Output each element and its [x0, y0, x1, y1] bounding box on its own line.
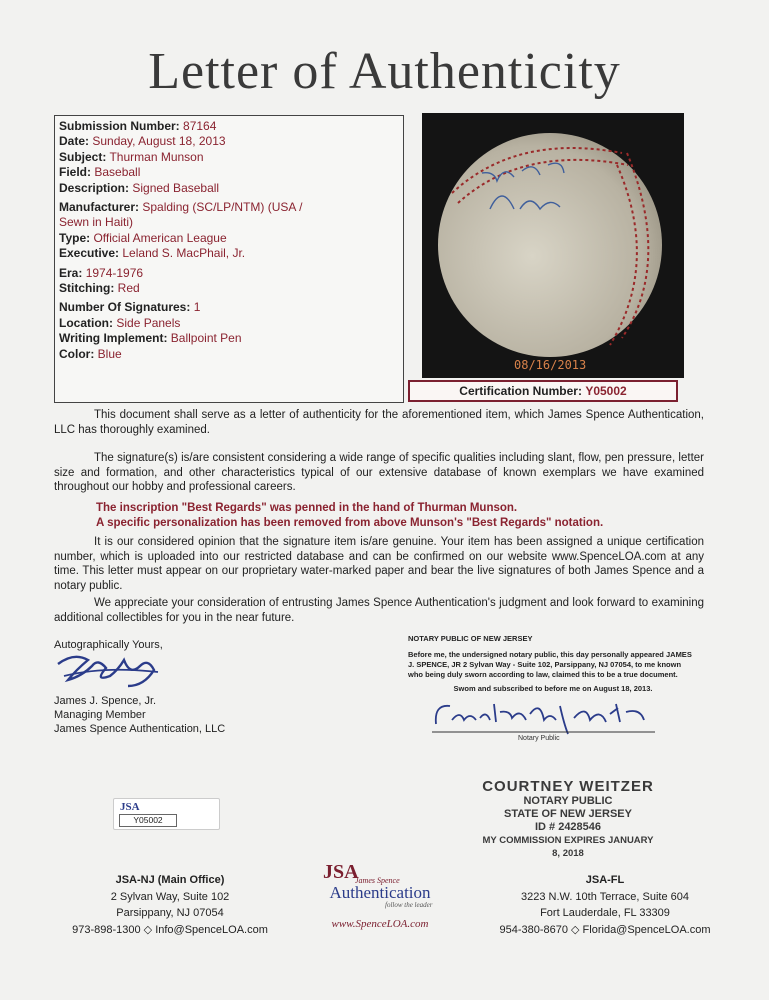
office-nj-street: 2 Sylvan Way, Suite 102	[110, 890, 230, 903]
spence-signature	[54, 646, 164, 694]
office-fl	[480, 872, 730, 938]
notary-stamp-name: COURTNEY WEITZER	[482, 778, 654, 795]
inscription-note: The inscription "Best Regards" was penned in the hand of Thurman Munson.	[96, 502, 518, 514]
certification-number: Y05002	[585, 384, 627, 398]
field-date: Date: Sunday, August 18, 2013	[59, 134, 226, 149]
page-title: Letter of Authenticity	[148, 43, 621, 100]
sticker-number: Y05002	[119, 814, 177, 827]
certification-label: Certification Number:	[459, 384, 582, 398]
jsa-sticker	[113, 798, 220, 830]
field-stitching: Stitching: Red	[59, 281, 140, 296]
photo-datestamp: 08/16/2013	[514, 358, 587, 372]
jsa-logo	[315, 862, 445, 934]
office-nj-city: Parsippany, NJ 07054	[116, 907, 224, 919]
signer-role: Managing Member	[54, 709, 146, 721]
notary-stamp-state: STATE OF NEW JERSEY	[504, 808, 632, 820]
baseball-photo	[422, 113, 684, 378]
signer-company: James Spence Authentication, LLC	[54, 723, 226, 735]
notary-stamp-title: NOTARY PUBLIC	[523, 795, 613, 807]
field-manufacturer: Manufacturer: Spalding (SC/LP/NTM) (USA / Sewn in Haiti)	[59, 200, 303, 230]
paragraph-consistency: The signature(s) is/are consistent considering a wide range of specific qualities including slant, flow, pen pressure, letter size and formation, and other characteristics typical of our extensive database of known exemplars we have examined throughout our hobby and professional careers.	[54, 452, 704, 494]
signer-name: James J. Spence, Jr.	[54, 695, 157, 707]
office-fl-street: 3223 N.W. 10th Terrace, Suite 604	[521, 890, 689, 903]
office-fl-city: Fort Lauderdale, FL 33309	[540, 907, 670, 919]
notary-stamp-expiry: MY COMMISSION EXPIRES JANUARY 8, 2018	[482, 835, 654, 859]
item-details-box	[54, 115, 404, 403]
logo-url[interactable]: www.SpenceLOA.com	[331, 918, 429, 930]
certification-box	[408, 380, 678, 402]
field-era: Era: 1974-1976	[59, 265, 144, 280]
personalization-note: A specific personalization has been removed from above Munson's "Best Regards" notation.	[96, 517, 604, 529]
logo-follow: follow the leader	[385, 901, 433, 909]
signer-block	[54, 638, 226, 735]
field-color: Color: Blue	[59, 346, 122, 361]
notary-block	[408, 634, 698, 694]
paragraph-appreciation: We appreciate your consideration of entrusting James Spence Authentication's judgment and look forward to examining additional collectibles for you in the near future.	[54, 597, 704, 624]
baseball-image	[422, 113, 684, 378]
paragraph-opinion: It is our considered opinion that the signature item is/are genuine. Your item has been assigned a unique certification number, which is uploaded into our restricted database and can be confirmed on our website www.SpenceLOA.com at any time. This letter must appear on our proprietary water-marked paper and bear the live signatures of both James Spence and a notary public.	[54, 536, 704, 592]
field-field: Field: Baseball	[59, 165, 141, 180]
field-submission-number: Submission Number: 87164	[59, 119, 217, 133]
field-location: Location: Side Panels	[59, 315, 181, 330]
field-number-of-signatures: Number Of Signatures: 1	[59, 300, 201, 315]
notary-body: Before me, the undersigned notary public, this day personally appeared JAMES J. SPENCE, JR 2 Sylvan Way - Suite 102, Parsippany, NJ 07054, to me known who being duly sworn according to law, claimed this to be a true document.	[408, 650, 692, 679]
office-nj	[60, 872, 280, 938]
office-nj-name: JSA-NJ (Main Office)	[115, 874, 225, 886]
field-type: Type: Official American League	[59, 230, 227, 245]
logo-tagline: James Spence	[355, 876, 400, 885]
logo-authentication: Authentication	[329, 883, 431, 902]
notary-stamp-id: ID # 2428546	[534, 821, 602, 833]
closing-text: Autographically Yours,	[54, 639, 163, 651]
field-subject: Subject: Thurman Munson	[59, 149, 204, 164]
field-writing-implement: Writing Implement: Ballpoint Pen	[59, 331, 242, 346]
office-nj-contact: 973-898-1300 ◇ Info@SpenceLOA.com	[72, 923, 268, 936]
notary-heading: NOTARY PUBLIC OF NEW JERSEY	[408, 634, 533, 643]
field-description: Description: Signed Baseball	[59, 180, 220, 195]
office-fl-contact: 954-380-8670 ◇ Florida@SpenceLOA.com	[499, 923, 711, 936]
field-executive: Executive: Leland S. MacPhail, Jr.	[59, 246, 246, 261]
logo-brand: JSA	[323, 861, 359, 883]
notary-stamp	[478, 778, 658, 860]
office-fl-name: JSA-FL	[585, 874, 625, 886]
sticker-brand: JSA	[120, 801, 140, 813]
paragraph-authenticity: This document shall serve as a letter of authenticity for the aforementioned item, which James Spence Authentication, LLC has thoroughly examined.	[54, 409, 704, 436]
notary-signature-label: Notary Public	[518, 735, 560, 742]
notary-sworn: Swom and subscribed to before me on August 18, 2013.	[453, 684, 653, 693]
